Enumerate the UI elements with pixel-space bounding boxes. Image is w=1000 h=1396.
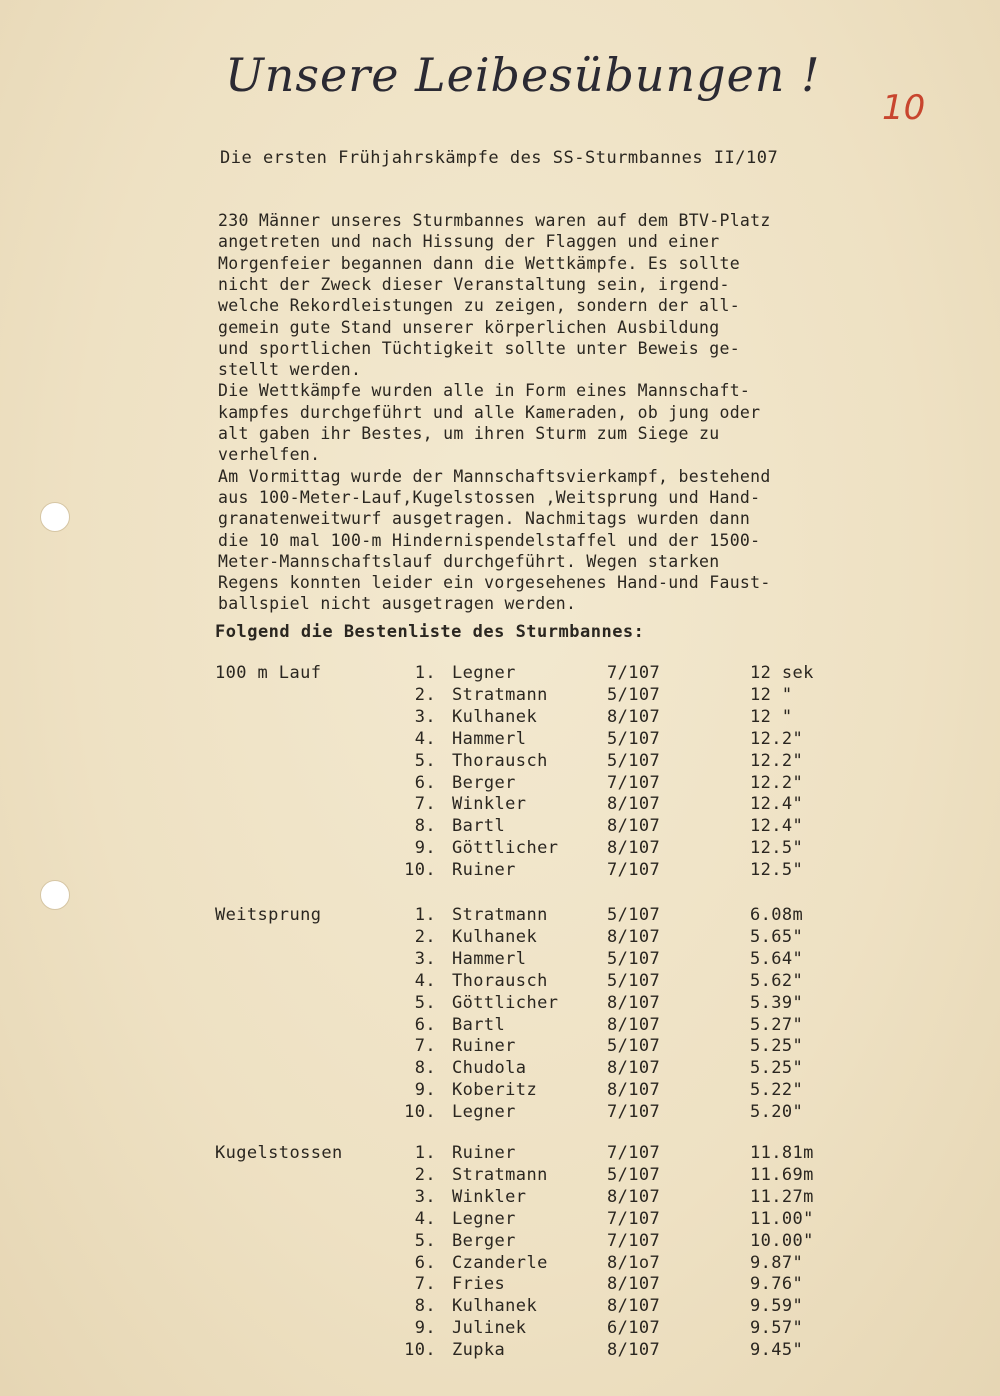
athlete-name: Hammerl [452,948,527,969]
body-line: gemein gute Stand unserer körperlichen Ausbildung [218,317,720,337]
body-line: Meter-Mannschaftslauf durchgeführt. Wegen starken [218,551,720,571]
athlete-name: Berger [452,772,516,793]
result-row [0,1318,1000,1340]
unit-cell: 8/107 [607,1058,661,1079]
unit-cell: 8/107 [607,1340,661,1361]
category-label: Weitsprung [215,905,322,925]
athlete-name: Winkler [452,1186,527,1207]
unit-cell: 8/107 [607,1274,661,1295]
athlete-name: Stratmann [452,1164,548,1185]
athlete-name: Kulhanek [452,926,538,947]
body-line: kampfes durchgeführt und alle Kameraden, ob jung oder [218,402,761,422]
rank-cell: 1. [414,1143,436,1163]
result-cell: 9.59" [750,1296,804,1317]
result-row [0,1209,1000,1231]
rank-cell: 6. [414,1252,436,1273]
result-cell: 5.22" [750,1080,804,1101]
body-line: die 10 mal 100-m Hindernispendelstaffel und der 1500- [218,530,761,550]
result-row [0,1058,1000,1080]
rank-cell: 7. [414,794,436,815]
rank-cell: 8. [414,1296,436,1317]
rank-cell: 9. [414,838,436,859]
punch-hole [40,502,70,532]
result-cell: 12.5" [750,838,804,859]
result-row [0,927,1000,949]
unit-cell: 6/107 [607,1318,661,1339]
athlete-name: Kulhanek [452,706,538,727]
athlete-name: Bartl [452,1014,506,1035]
body-line: granatenweitwurf ausgetragen. Nachmitags wurden dann [218,509,751,529]
rank-cell: 7. [414,1036,436,1057]
athlete-name: Julinek [452,1318,527,1339]
unit-cell: 8/107 [607,706,661,727]
result-row [0,685,1000,707]
unit-cell: 8/107 [607,926,661,947]
athlete-name: Fries [452,1274,506,1295]
result-cell: 9.45" [750,1340,804,1361]
athlete-name: Ruiner [452,1036,516,1057]
result-cell: 12.4" [750,794,804,815]
rank-cell: 10. [404,1340,436,1361]
rank-cell: 2. [414,926,436,947]
athlete-name: Legner [452,1208,516,1229]
unit-cell: 5/107 [607,905,661,925]
body-line: und sportlichen Tüchtigkeit sollte unter Beweis ge- [218,338,740,358]
unit-cell: 8/107 [607,838,661,859]
unit-cell: 7/107 [607,1208,661,1229]
body-line: Morgenfeier begannen dann die Wettkämpfe. Es sollte [218,253,740,273]
body-line: Am Vormittag wurde der Mannschaftsvierkampf, bestehend [218,466,771,486]
list-heading: Folgend die Bestenliste des Sturmbannes: [215,622,645,642]
page-number: 10 [882,88,926,128]
rank-cell: 2. [414,684,436,705]
result-row [0,1143,1000,1165]
result-row [0,1080,1000,1102]
unit-cell: 7/107 [607,772,661,793]
result-cell: 12.4" [750,816,804,837]
rank-cell: 3. [414,706,436,727]
unit-cell: 8/107 [607,816,661,837]
unit-cell: 5/107 [607,728,661,749]
athlete-name: Thorausch [452,750,548,771]
athlete-name: Thorausch [452,970,548,991]
category-label: Kugelstossen [215,1143,343,1163]
rank-cell: 6. [414,772,436,793]
body-line: welche Rekordleistungen zu zeigen, sondern der all- [218,296,740,316]
rank-cell: 6. [414,1014,436,1035]
result-cell: 5.39" [750,992,804,1013]
unit-cell: 5/107 [607,1164,661,1185]
athlete-name: Göttlicher [452,992,559,1013]
body-line: 230 Männer unseres Sturmbannes waren auf dem BTV-Platz [218,211,771,230]
result-cell: 11.81m [750,1143,814,1163]
athlete-name: Stratmann [452,684,548,705]
unit-cell: 8/107 [607,1296,661,1317]
rank-cell: 3. [414,948,436,969]
rank-cell: 1. [414,663,436,683]
unit-cell: 7/107 [607,1143,661,1163]
result-cell: 11.69m [750,1164,814,1185]
rank-cell: 7. [414,1274,436,1295]
unit-cell: 7/107 [607,1230,661,1251]
rank-cell: 4. [414,1208,436,1229]
result-cell: 12 " [750,706,793,727]
rank-cell: 4. [414,970,436,991]
result-row [0,1036,1000,1058]
body-line: stellt werden. [218,360,362,380]
rank-cell: 9. [414,1080,436,1101]
result-cell: 12.2" [750,750,804,771]
athlete-name: Ruiner [452,1143,516,1163]
result-row [0,751,1000,773]
result-cell: 5.27" [750,1014,804,1035]
unit-cell: 8/107 [607,1080,661,1101]
athlete-name: Stratmann [452,905,548,925]
athlete-name: Zupka [452,1340,506,1361]
page-title: Unsere Leibesübungen ! [225,48,821,102]
result-row [0,1015,1000,1037]
unit-cell: 8/107 [607,794,661,815]
athlete-name: Berger [452,1230,516,1251]
result-row [0,816,1000,838]
result-row [0,993,1000,1015]
result-cell: 9.76" [750,1274,804,1295]
result-cell: 5.20" [750,1102,804,1123]
athlete-name: Ruiner [452,860,516,881]
athlete-name: Chudola [452,1058,527,1079]
result-cell: 11.27m [750,1186,814,1207]
result-row [0,905,1000,927]
rank-cell: 1. [414,905,436,925]
result-row [0,1231,1000,1253]
result-cell: 12.5" [750,860,804,881]
result-cell: 5.64" [750,948,804,969]
result-row [0,1102,1000,1124]
rank-cell: 3. [414,1186,436,1207]
rank-cell: 2. [414,1164,436,1185]
result-cell: 11.00" [750,1208,814,1229]
athlete-name: Legner [452,1102,516,1123]
rank-cell: 10. [404,1102,436,1123]
body-line: aus 100-Meter-Lauf,Kugelstossen ,Weitsprung und Hand- [218,487,761,507]
unit-cell: 7/107 [607,1102,661,1123]
result-cell: 9.57" [750,1318,804,1339]
rank-cell: 5. [414,750,436,771]
body-line: Regens konnten leider ein vorgesehenes Hand-und Faust- [218,573,771,593]
result-cell: 12.2" [750,728,804,749]
rank-cell: 9. [414,1318,436,1339]
result-cell: 9.87" [750,1252,804,1273]
result-cell: 5.25" [750,1036,804,1057]
athlete-name: Hammerl [452,728,527,749]
athlete-name: Winkler [452,794,527,815]
unit-cell: 5/107 [607,1036,661,1057]
subtitle: Die ersten Frühjahrskämpfe des SS-Sturmbannes II/107 [220,148,779,168]
body-line: ballspiel nicht ausgetragen werden. [218,594,577,614]
result-row [0,663,1000,685]
result-cell: 5.25" [750,1058,804,1079]
rank-cell: 5. [414,992,436,1013]
unit-cell: 5/107 [607,750,661,771]
athlete-name: Bartl [452,816,506,837]
athlete-name: Koberitz [452,1080,538,1101]
unit-cell: 7/107 [607,860,661,881]
rank-cell: 4. [414,728,436,749]
result-cell: 6.08m [750,905,804,925]
result-row [0,1340,1000,1362]
result-row [0,707,1000,729]
result-cell: 12 " [750,684,793,705]
result-cell: 10.00" [750,1230,814,1251]
unit-cell: 5/107 [607,948,661,969]
result-cell: 5.65" [750,926,804,947]
rank-cell: 5. [414,1230,436,1251]
result-row [0,794,1000,816]
unit-cell: 8/107 [607,1014,661,1035]
body-line: Die Wettkämpfe wurden alle in Form eines Mannschaft- [218,381,751,401]
result-row [0,773,1000,795]
result-cell: 5.62" [750,970,804,991]
athlete-name: Göttlicher [452,838,559,859]
body-line: verhelfen. [218,445,321,465]
result-row [0,1165,1000,1187]
result-row [0,1296,1000,1318]
athlete-name: Legner [452,663,516,683]
unit-cell: 8/1o7 [607,1252,661,1273]
body-line: nicht der Zweck dieser Veranstaltung sein, irgend- [218,274,730,294]
athlete-name: Kulhanek [452,1296,538,1317]
body-line: alt gaben ihr Bestes, um ihren Sturm zum Siege zu [218,424,720,443]
rank-cell: 10. [404,860,436,881]
result-row [0,729,1000,751]
result-row [0,949,1000,971]
body-line: angetreten und nach Hissung der Flaggen und einer [218,232,720,252]
result-cell: 12.2" [750,772,804,793]
unit-cell: 5/107 [607,684,661,705]
unit-cell: 8/107 [607,992,661,1013]
result-row [0,1187,1000,1209]
rank-cell: 8. [414,1058,436,1079]
category-label: 100 m Lauf [215,663,322,683]
result-cell: 12 sek [750,663,814,683]
result-row [0,971,1000,993]
unit-cell: 7/107 [607,663,661,683]
rank-cell: 8. [414,816,436,837]
result-row [0,1253,1000,1275]
athlete-name: Czanderle [452,1252,548,1273]
result-row [0,838,1000,860]
unit-cell: 8/107 [607,1186,661,1207]
unit-cell: 5/107 [607,970,661,991]
result-row [0,1274,1000,1296]
result-row [0,860,1000,882]
